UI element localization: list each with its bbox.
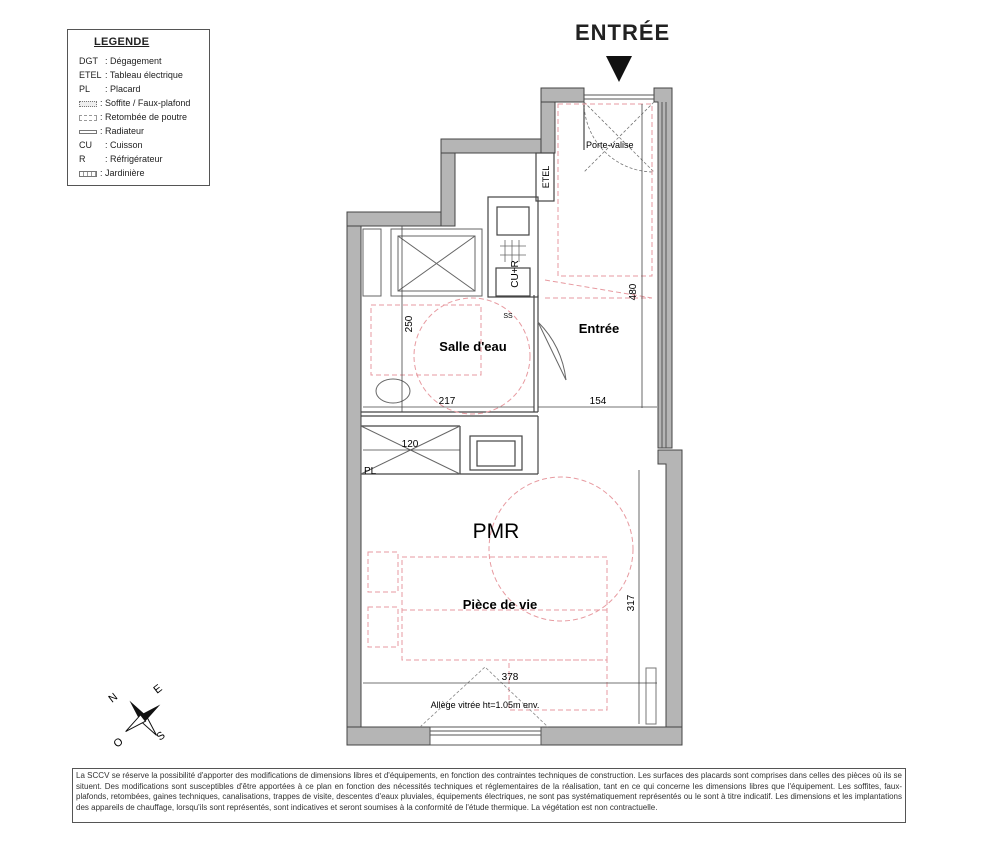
radiator [646, 668, 656, 724]
legend-label: : Retombée de poutre [100, 112, 188, 122]
legend-label: : Placard [105, 84, 141, 94]
entrance-label: ENTRÉE [575, 20, 671, 45]
room-piece-de-vie: Pièce de vie [462, 597, 538, 612]
compass-o: O [111, 735, 126, 751]
legend-title: LEGENDE [94, 36, 150, 48]
label-allege: Allège vitrée ht=1.05m env. [430, 700, 540, 710]
legend-label: : Cuisson [105, 140, 143, 150]
entrance-door-swing [584, 102, 654, 172]
legend-code: R [79, 154, 86, 164]
legend-label: : Jardinière [100, 168, 145, 178]
room-salle-deau: Salle d'eau [439, 339, 507, 354]
label-cu-r: CU+R [510, 260, 521, 288]
dim-217: 217 [438, 396, 456, 407]
legend-label: : Dégagement [105, 56, 162, 66]
dim-250: 250 [404, 315, 415, 333]
dim-154: 154 [589, 396, 607, 407]
dim-378: 378 [501, 672, 519, 683]
legend-code: CU [79, 140, 92, 150]
label-etel: ETEL [541, 165, 551, 189]
facade-glazing [430, 95, 666, 745]
dim-120: 120 [401, 439, 419, 450]
compass-n: N [106, 691, 121, 706]
kitchen-hob [500, 240, 526, 262]
label-ss: SS [503, 313, 513, 320]
label-pl: PL [364, 466, 377, 477]
disclaimer: La SCCV se réserve la possibilité d'apporter des modifications de dimensions libres et d'équipements, en fonction des contraintes techniques de construction. Les surfaces des placards sont comprises dans celles des pièces où ils se situent. Des modifications sont susceptibles d'être apportées à ce plan en fonction des nécessités techniques et réglementaires de la réalisation, tant en ce qui concerne les dimensions libres que l'équipement. Les soffites, faux-plafonds, retombées, gaines techniques, canalisations, trappes de visite, descentes d'eaux pluviales, équipements électriques, ne sont pas systématiquement représentés ou le sont à titre indicatif. Les dimensions et les implantations des appareils de chauffage, lorsqu'ils sont représentés, sont indicatives et seront soumises à la conformité de l'étude thermique. La végétation est non contractuelle. [72, 768, 906, 823]
legend-code: DGT [79, 56, 98, 66]
legend-code: PL [79, 84, 91, 94]
legend-label: : Réfrigérateur [105, 154, 163, 164]
interior-walls [361, 102, 584, 474]
compass-e: E [151, 682, 165, 697]
label-porte-valise: Porte-valise [586, 140, 634, 150]
legend-label: : Tableau électrique [105, 70, 183, 80]
dim-480: 480 [628, 283, 639, 301]
compass-s: S [154, 729, 168, 744]
window-swing [420, 667, 548, 727]
entrance-arrow [606, 56, 632, 82]
legend-code: ETEL [79, 70, 102, 80]
legend-label: : Radiateur [100, 126, 145, 136]
legend-label: : Soffite / Faux-plafond [100, 98, 191, 108]
room-pmr: PMR [472, 520, 520, 543]
room-entree: Entrée [578, 321, 620, 336]
dim-317: 317 [626, 594, 637, 612]
